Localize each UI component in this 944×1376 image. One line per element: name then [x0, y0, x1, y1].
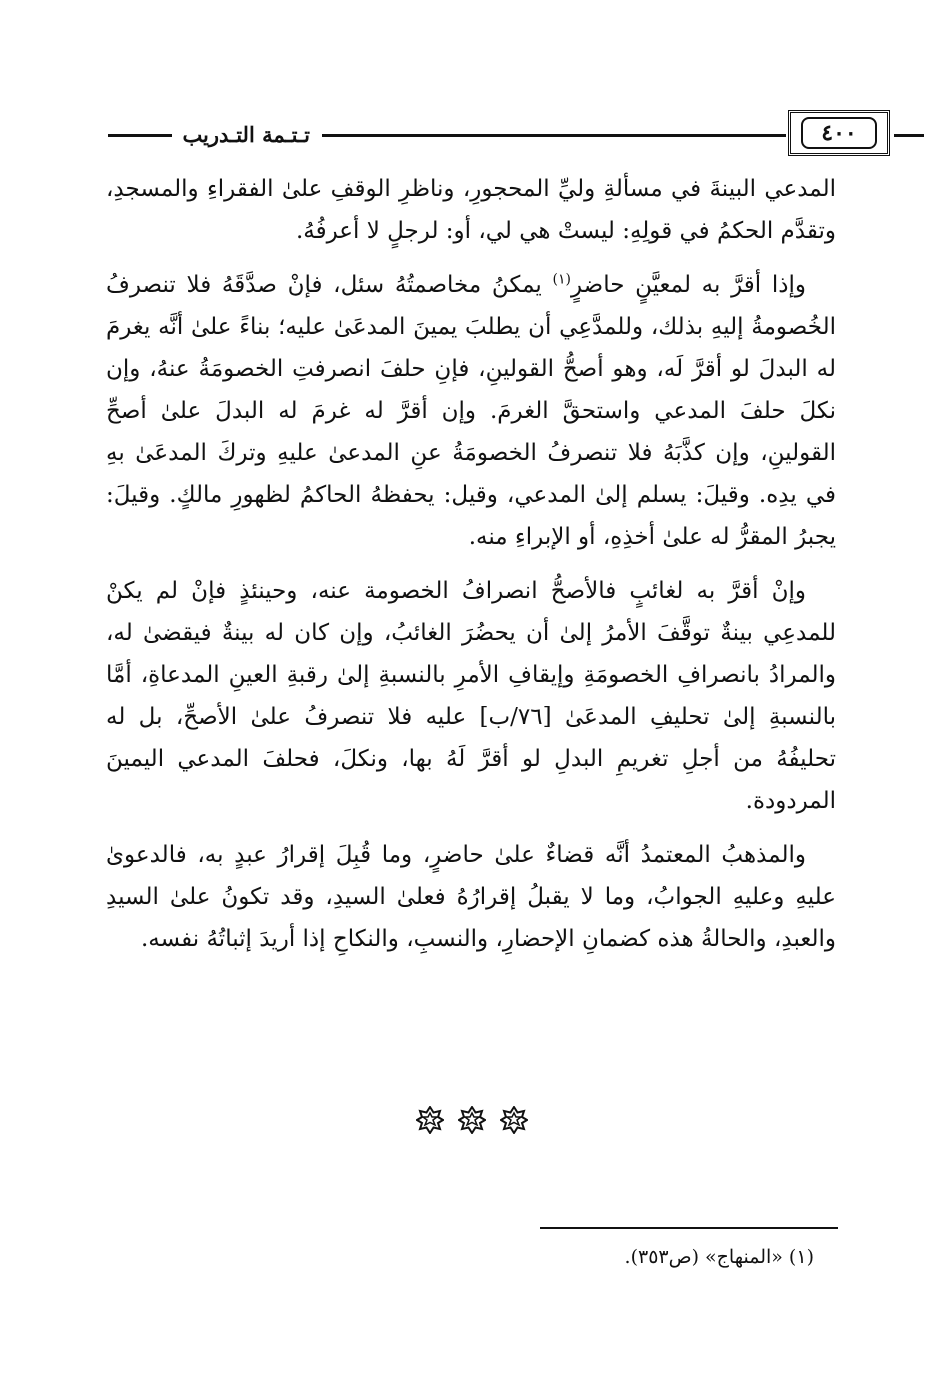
paragraph: وإنْ أقرَّ به لغائبٍ فالأصحُّ انصرافُ الخصومة عنه، وحينئذٍ فإنْ لم يكنْ للمدعِي بينةٌ توقَّفَ الأمرُ إلىٰ أن يحضُرَ الغائبُ، وإن كان له بينةٌ فيقضىٰ له، والمرادُ بانصرافِ الخصومَةِ وإيقافِ الأمرِ بالنسبةِ إلىٰ رقبةِ العينِ المدعاةِ، أمَّا بالنسبةِ إلىٰ تحليفِ المدعَىٰ [٧٦/ب] عليه فلا تنصرفُ علىٰ الأصحِّ، بل له تحليفُهُ من أجلِ تغريمِ البدلِ لو أقرَّ لَهُ بها، ونكلَ، فحلفَ المدعي اليمينَ المردودة. — [106, 578, 836, 814]
footnote-divider — [540, 1227, 838, 1229]
paragraph: والمذهبُ المعتمدُ أنَّه قضاءٌ علىٰ حاضرٍ، وما قُبِلَ إقرارُ عبدٍ به، فالدعوىٰ عليهِ وعليهِ الجوابُ، وما لا يقبلُ إقرارُهُ فعلىٰ السيدِ، وقد تكونُ علىٰ السيدِ والعبدِ، والحالةُ هذه كضمانِ الإحضارِ، والنسبِ، والنكاحِ إذا أريدَ إثباتُهُ نفسه. — [106, 842, 836, 952]
header-rule-tail — [894, 134, 924, 137]
footnote: (١) «المنهاج» (ص٣٥٣). — [624, 1246, 814, 1268]
header-rule-left — [108, 134, 172, 137]
section-separator — [0, 1106, 944, 1134]
footnote-reference: (١) — [552, 271, 571, 288]
main-text — [106, 168, 836, 972]
star-ornament-icon — [500, 1106, 528, 1134]
running-title: تـتـمة التـدريب — [182, 122, 310, 147]
page-number: ٤٠٠ — [801, 117, 877, 149]
page-number-box — [788, 110, 890, 156]
paragraph — [106, 264, 836, 558]
page-header — [88, 108, 857, 156]
paragraph: المدعي البينةَ في مسألةِ وليِّ المحجورِ، وناظرِ الوقفِ علىٰ الفقراءِ والمسجدِ، وتقدَّم الحكمُ في قولِهِ: ليستْ هي لي، أو: لرجلٍ لا أعرفُهُ. — [106, 176, 836, 244]
star-ornament-icon — [458, 1106, 486, 1134]
star-ornament-icon — [416, 1106, 444, 1134]
header-rule-right — [322, 134, 786, 137]
paragraph-text: وإذا أقرَّ به لمعيَّنٍ حاضرٍ — [570, 272, 806, 298]
paragraph-text: يمكنُ مخاصمتُهُ سئل، فإنْ صدَّقَهُ فلا تنصرفُ الخُصومةُ إليهِ بذلك، وللمدَّعِي أن يطلبَ يمينَ المدعَىٰ عليه؛ بناءً علىٰ أنَّه يغرمَ له البدلَ لو أقرَّ لَه، وهو أصحُّ القولينِ، فإنِ حلفَ انصرفتِ الخصومَةُ عنهُ، وإن نكلَ حلفَ المدعي واستحقَّ الغرمَ. وإن أقرَّ له غرمَ له البدلَ علىٰ أصحِّ القولينِ، وإن كذَّبَهُ فلا تنصرفُ الخصومَةُ عنِ المدعىٰ عليهِ وتركَ المدعَىٰ بهِ في يدِه. وقيلَ: يسلم إلىٰ المدعي، وقيل: يحفظهُ الحاكمُ لظهورِ مالكٍ. وقيلَ: يجبرُ المقرُّ له علىٰ أخذِهِ، أو الإبراءِ منه. — [106, 272, 837, 550]
